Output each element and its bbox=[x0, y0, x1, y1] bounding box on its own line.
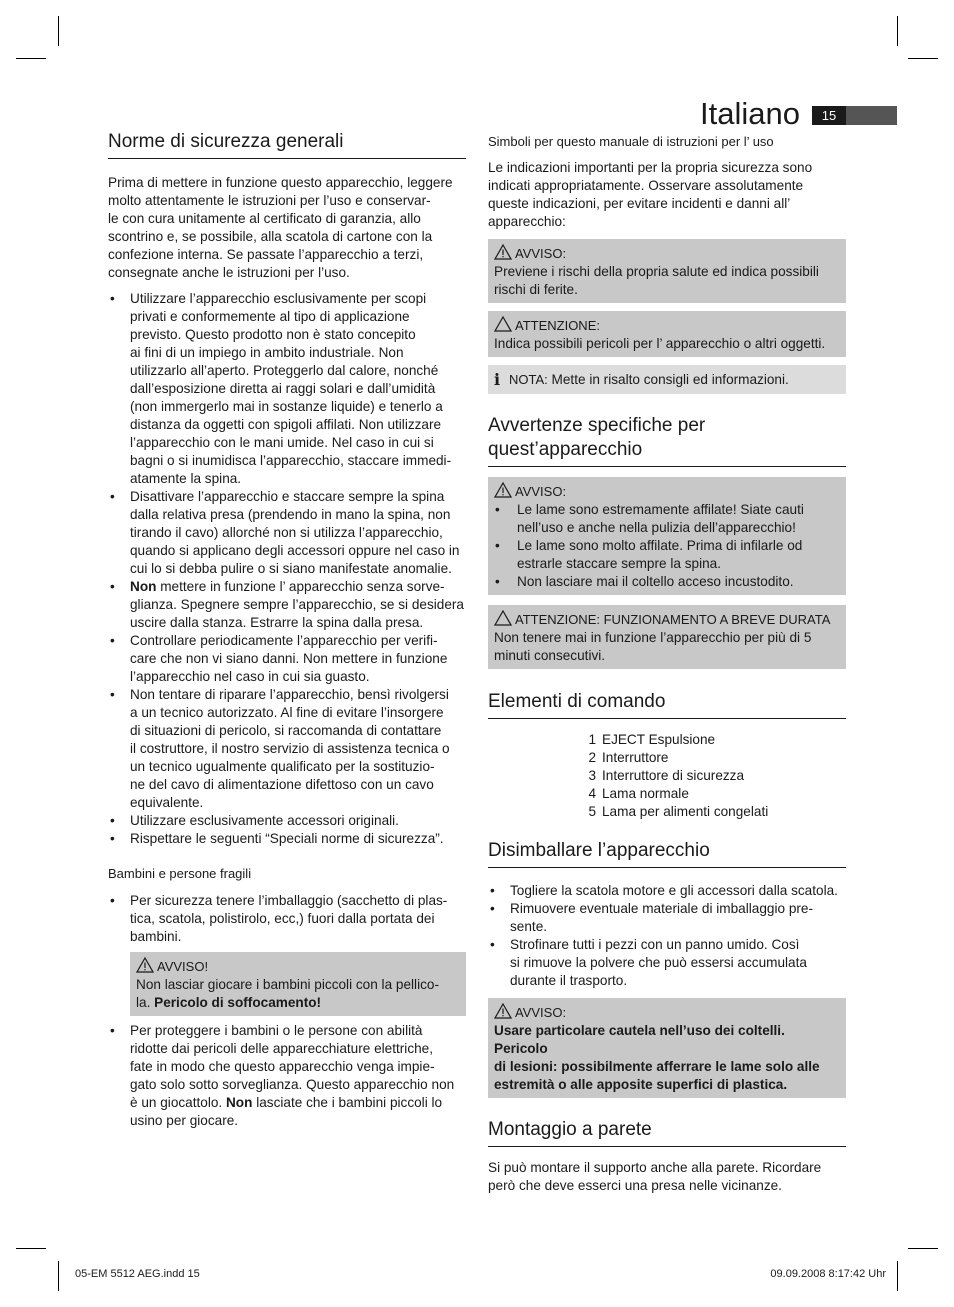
warning-label: AVVISO: bbox=[515, 1005, 567, 1020]
safety-bullet-list bbox=[108, 290, 466, 848]
warning-triangle-icon bbox=[494, 482, 512, 498]
warning-label: AVVISO: bbox=[515, 246, 567, 261]
symbols-intro: Le indicazioni importanti per la propria sicurezza sono indicati appropriatamente. Osservare assolutamente queste indicazioni, per evitare incidenti e danni all’ apparecchio: bbox=[488, 160, 813, 229]
language-title: Italiano bbox=[700, 96, 800, 131]
list-item: • Controllare periodicamente l’apparecchio per verifi- care che non vi siano danni. Non mettere in funzione l’apparecchio nel caso in cui sia guasto. bbox=[108, 632, 466, 686]
list-item: • Rimuovere eventuale materiale di imballaggio pre- sente. bbox=[488, 900, 846, 936]
list-item: 2 Interruttore bbox=[588, 750, 669, 765]
unpacking-bullet-list bbox=[488, 882, 846, 990]
knife-warning-box: AVVISO: Usare particolare cautela nell’uso dei coltelli. Pericolo di lesioni: possibilmente afferrare le lame solo alle estremità o alle apposite superfici di plastica. bbox=[488, 998, 846, 1098]
symbols-subtitle: Simboli per questo manuale di istruzioni per l’ uso bbox=[488, 134, 774, 149]
children-bullet-list bbox=[108, 892, 466, 946]
children-subtitle: Bambini e persone fragili bbox=[108, 866, 252, 881]
list-item: • Non mettere in funzione l’ apparecchio senza sorve- glianza. Spegnere sempre l’apparecchio, se si desidera uscire dalla stanza. Estrarre la spina dalla presa. bbox=[108, 578, 466, 632]
avviso-symbol-box: AVVISO: Previene i rischi della propria salute ed indica possibili rischi di ferite. bbox=[488, 239, 846, 303]
specific-warning-box bbox=[488, 477, 846, 595]
protection-bullet-list bbox=[108, 1022, 466, 1130]
list-item: • Togliere la scatola motore e gli accessori dalla scatola. bbox=[488, 882, 846, 900]
children-warning-box: AVVISO! Non lasciar giocare i bambini piccoli con la pellico- la. Pericolo di soffocamento! bbox=[130, 952, 466, 1016]
list-item: • Utilizzare l’apparecchio esclusivamente per scopi privati e conformemente al tipo di applicazione previsto. Questo prodotto non è stato concepito ai fini di un impiego in ambito industriale. Non utilizzarlo all’aperto. Proteggerlo dal calore, nonché dall’esposizione diretta ai raggi solari e dall’umidità (non immergerlo mai in sostanze liquide) e tenerlo a distanza da oggetti con spigoli affilati. Non utilizzare l’apparecchio con le mani umide. Nel caso in cui si bagni o si inumidisca l’apparecchio, staccare immedi- atamente la spina. bbox=[108, 290, 466, 488]
list-item: • Utilizzare esclusivamente accessori originali. bbox=[108, 812, 466, 830]
list-item: • Rispettare le seguenti “Speciali norme di sicurezza”. bbox=[108, 830, 466, 848]
caution-triangle-icon bbox=[494, 316, 512, 332]
list-item: • Strofinare tutti i pezzi con un panno umido. Così si rimuove la polvere che può essersi accumulata durante il trasporto. bbox=[488, 936, 846, 990]
attenzione-symbol-box: ATTENZIONE: Indica possibili pericoli per l’ apparecchio o altri oggetti. bbox=[488, 311, 846, 357]
footer-timestamp: 09.09.2008 8:17:42 Uhr bbox=[770, 1268, 886, 1280]
section-title-specific-warnings: Avvertenze specifiche per quest’apparecchio bbox=[488, 414, 846, 467]
list-item: • Non tentare di riparare l’apparecchio, bensì rivolgersi a un tecnico autorizzato. Al fine di evitare l’insorgere di situazioni di pericolo, si raccomanda di contattare il costruttore, il nostro servizio di assistenza tecnica o un tecnico ugualmente qualificato per la sostituzio- ne del cavo di alimentazione difettoso con un cavo equivalente. bbox=[108, 686, 466, 812]
section-title-general-safety: Norme di sicurezza generali bbox=[108, 130, 466, 159]
left-column bbox=[108, 130, 466, 1130]
crop-mark bbox=[58, 1261, 59, 1291]
list-item: 3 Interruttore di sicurezza bbox=[588, 768, 745, 783]
nota-symbol-box: i NOTA: Mette in risalto consigli ed informazioni. bbox=[488, 365, 846, 394]
warning-triangle-icon bbox=[494, 244, 512, 260]
warning-triangle-icon bbox=[494, 1003, 512, 1019]
right-column bbox=[488, 130, 846, 1195]
list-item: 4 Lama normale bbox=[588, 786, 689, 801]
wall-mounting-text: Si può montare il supporto anche alla parete. Ricordare però che deve esserci una presa nelle vicinanze. bbox=[488, 1160, 822, 1193]
crop-mark bbox=[16, 1248, 46, 1249]
list-item: • Per sicurezza tenere l’imballaggio (sacchetto di plas- tica, scatola, polistirolo, ecc,) fuori dalla portata dei bambini. bbox=[108, 892, 466, 946]
note-label: NOTA: bbox=[509, 372, 548, 387]
list-item: • Disattivare l’apparecchio e staccare sempre la spina dalla relativa presa (prendendo in mano la spina, non tirando il cavo) allorché non si utilizza l’apparecchio, quando si applicano degli accessori oppure nel caso in cui lo si debba pulire o si siano manifestate anomalie. bbox=[108, 488, 466, 578]
warning-triangle-icon bbox=[136, 957, 154, 973]
list-item: 1 EJECT Espulsione bbox=[588, 732, 716, 747]
info-icon: i bbox=[494, 370, 501, 389]
footer-file-info: 05-EM 5512 AEG.indd 15 bbox=[75, 1268, 200, 1280]
section-title-wall-mounting: Montaggio a parete bbox=[488, 1118, 846, 1147]
page-number-bar bbox=[846, 106, 897, 125]
crop-mark bbox=[908, 58, 938, 59]
warning-label: AVVISO: bbox=[515, 484, 567, 499]
section-title-unpacking: Disimballare l’apparecchio bbox=[488, 839, 846, 868]
section-title-controls: Elementi di comando bbox=[488, 690, 846, 719]
page-number: 15 bbox=[812, 106, 846, 125]
list-item: • Per proteggere i bambini o le persone con abilità ridotte dai pericoli delle apparecchiature elettriche, fate in modo che questo apparecchio venga impie- gato solo sotto sorveglianza. Questo apparecchio non è un giocattolo. Non lasciate che i bambini piccoli lo usino per giocare. bbox=[108, 1022, 466, 1130]
crop-mark bbox=[908, 1248, 938, 1249]
crop-mark bbox=[897, 1261, 898, 1291]
list-item: • Non lasciare mai il coltello acceso incustodito. bbox=[494, 573, 840, 591]
crop-mark bbox=[897, 16, 898, 46]
caution-label: ATTENZIONE: bbox=[515, 318, 600, 333]
crop-mark bbox=[16, 58, 46, 59]
caution-triangle-icon bbox=[494, 610, 512, 626]
list-item: • Le lame sono molto affilate. Prima di infilarle od estrarle staccare sempre la spina. bbox=[494, 537, 840, 573]
crop-mark bbox=[58, 16, 59, 46]
short-duration-box: ATTENZIONE: FUNZIONAMENTO A BREVE DURATA Non tenere mai in funzione l’apparecchio per più di 5 minuti consecutivi. bbox=[488, 605, 846, 669]
intro-paragraph: Prima di mettere in funzione questo apparecchio, leggere molto attentamente le istruzioni per l’uso e conservar- le con cura unitamente al certificato di garanzia, allo scontrino e, se possibile, alla scatola di cartone con la confezione interna. Se passate l’apparecchio a terzi, consegnate anche le istruzioni per l’uso. bbox=[108, 175, 453, 280]
caution-label: ATTENZIONE: FUNZIONAMENTO A BREVE DURATA bbox=[515, 612, 831, 627]
list-item: • Le lame sono estremamente affilate! Siate cauti nell’uso e anche nella pulizia dell’apparecchio! bbox=[494, 501, 840, 537]
list-item: 5 Lama per alimenti congelati bbox=[588, 804, 769, 819]
warning-label: AVVISO! bbox=[157, 959, 209, 974]
controls-list bbox=[488, 731, 846, 821]
